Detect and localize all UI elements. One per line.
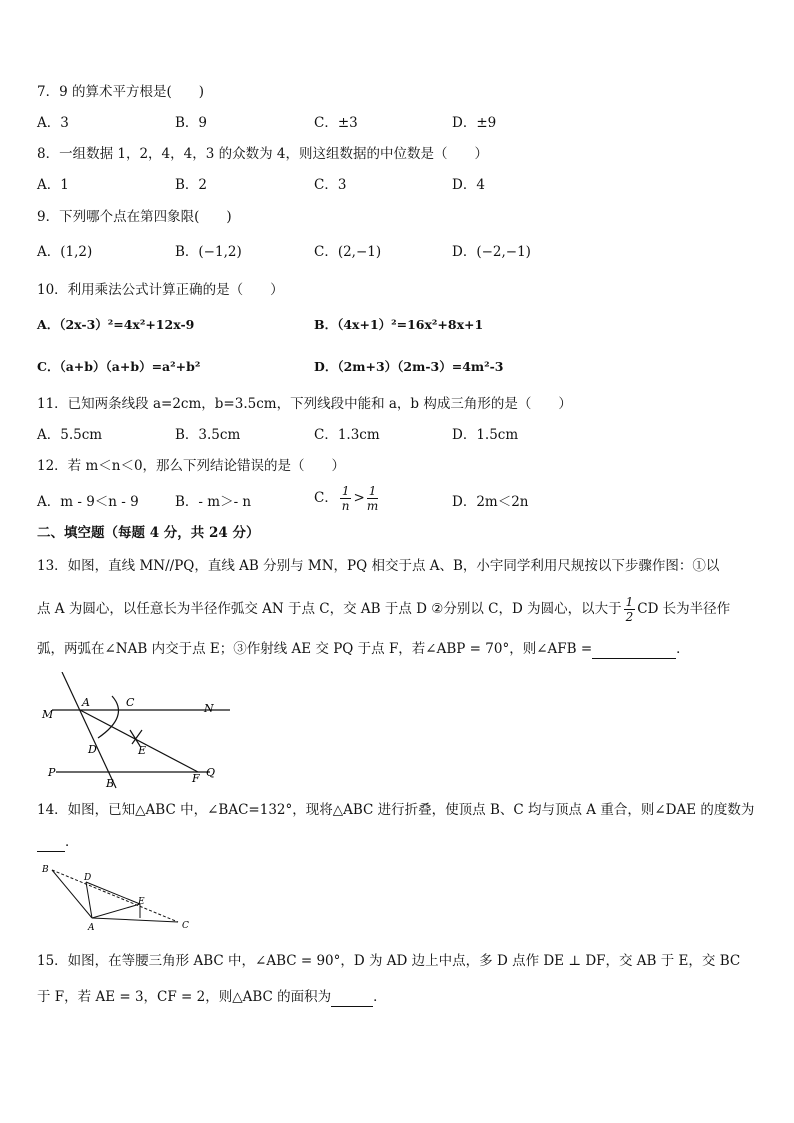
q8-options	[37, 175, 757, 195]
q10-stem: 10．利用乘法公式计算正确的是（ ）	[37, 282, 284, 298]
q10-option-b: B．（4x+1）²=16x²+8x+1	[314, 317, 484, 332]
q12-c-right-num: 1	[368, 484, 377, 498]
q14-figure	[38, 860, 198, 936]
q13-line3	[37, 639, 690, 659]
label-e: E	[138, 897, 145, 907]
q13-line3-text: 弧，两弧在∠NAB 内交于点 E；③作射线 AE 交 PQ 于点 F，若∠ABP = 70°，则∠AFB =	[37, 641, 593, 657]
q13-line2	[37, 595, 730, 624]
q13-line1: 13．如图，直线 MN//PQ，直线 AB 分别与 MN，PQ 相交于点 A、B，小宇同学利用尺规按以下步骤作图：①以	[37, 558, 720, 574]
q13-frac-num: 1	[625, 595, 634, 609]
q7-options	[37, 113, 757, 133]
q13-line2-tail: CD 长为半径作	[637, 601, 731, 617]
q11-option-b: B．3.5cm	[175, 427, 241, 443]
label-c: C	[126, 696, 135, 709]
label-a: A	[88, 923, 95, 933]
q14-line2-end: ．	[65, 834, 79, 850]
q12-c-left-den: n	[341, 499, 350, 513]
label-q: Q	[206, 766, 216, 779]
q7-stem: 7．9 的算术平方根是( )	[37, 84, 205, 100]
q10-option-c: C．（a+b）（a+b）=a²+b²	[37, 359, 201, 374]
q11-options	[37, 425, 757, 445]
q8-option-d: D．4	[452, 177, 485, 193]
label-p: P	[48, 766, 56, 779]
label-d: D	[88, 743, 97, 756]
label-n: N	[204, 702, 214, 715]
q12-c-op: >	[353, 490, 365, 506]
q15-line2-end: ．	[373, 989, 387, 1005]
label-a: A	[82, 696, 90, 709]
q8-stem: 8．一组数据 1，2，4，4，3 的众数为 4，则这组数据的中位数是（ ）	[37, 146, 488, 162]
q9-option-b: B．(−1,2)	[175, 244, 242, 260]
section-2-heading: 二、填空题（每题 4 分，共 24 分）	[37, 525, 260, 541]
q13-half-fraction	[624, 595, 636, 624]
label-e: E	[138, 744, 147, 757]
q12-option-c	[314, 484, 380, 513]
q12-c-right-fraction	[367, 484, 379, 513]
label-b: B	[42, 865, 49, 875]
seg-de	[86, 882, 140, 904]
q15-line2-text: 于 F，若 AE = 3，CF = 2，则△ABC 的面积为	[37, 989, 332, 1005]
q9-option-c: C．(2,−1)	[314, 244, 382, 260]
q10-options-row1	[37, 315, 757, 335]
ray-ae	[80, 710, 198, 772]
q13-line3-end: ．	[676, 641, 690, 657]
q7-option-b: B．9	[175, 115, 208, 131]
q11-option-a: A．5.5cm	[37, 427, 103, 443]
q10-options-row2	[37, 357, 757, 377]
label-c: C	[182, 921, 189, 931]
seg-ae	[92, 904, 140, 918]
q10-option-d: D．（2m+3）（2m-3）=4m²-3	[314, 359, 504, 374]
side-bc	[52, 870, 178, 922]
q11-option-d: D．1.5cm	[452, 427, 519, 443]
q8-option-c: C．3	[314, 177, 347, 193]
q8-option-a: A．1	[37, 177, 69, 193]
q12-stem: 12．若 m＜n＜0，那么下列结论错误的是（ ）	[37, 458, 346, 474]
q9-option-a: A．(1,2)	[37, 244, 93, 260]
q12-c-left-num: 1	[341, 484, 350, 498]
q7-option-a: A．3	[37, 115, 69, 131]
q12-option-a: A．m - 9＜n - 9	[37, 494, 139, 510]
q12-option-b: B．- m＞- n	[175, 494, 252, 510]
q10-option-a: A．（2x-3）²=4x²+12x-9	[37, 317, 195, 332]
q15-line2	[37, 987, 387, 1007]
q13-frac-den: 2	[625, 610, 634, 624]
label-f: F	[192, 772, 200, 785]
q11-stem: 11．已知两条线段 a=2cm，b=3.5cm，下列线段中能和 a，b 构成三角形的是（ ）	[37, 396, 572, 412]
q12-c-left-fraction	[340, 484, 352, 513]
q9-stem: 9．下列哪个点在第四象限( )	[37, 209, 232, 225]
side-ac	[92, 918, 178, 922]
q12-c-right-den: m	[366, 499, 379, 513]
q13-line2-text: 点 A 为圆心，以任意长为半径作弧交 AN 于点 C，交 AB 于点 D ②分别以 C，D 为圆心，以大于	[37, 601, 622, 617]
q9-options	[37, 242, 757, 262]
q14-answer-blank[interactable]	[37, 837, 65, 852]
q13-answer-blank[interactable]	[592, 644, 676, 659]
arc-cd	[98, 696, 118, 738]
q12-option-d: D．2m＜2n	[452, 494, 529, 510]
label-d: D	[84, 873, 92, 883]
q13-figure	[38, 672, 238, 792]
q12-option-c-label: C．	[314, 490, 338, 506]
q8-option-b: B．2	[175, 177, 208, 193]
label-m: M	[42, 708, 54, 721]
q11-option-c: C．1.3cm	[314, 427, 380, 443]
q7-option-c: C．±3	[314, 115, 358, 131]
q15-line1: 15．如图，在等腰三角形 ABC 中，∠ABC = 90°，D 为 AD 边上中点，多 D 点作 DE ⊥ DF，交 AB 于 E，交 BC	[37, 953, 741, 969]
q9-option-d: D．(−2,−1)	[452, 244, 531, 260]
q15-answer-blank[interactable]	[331, 992, 373, 1007]
q12-options	[37, 484, 757, 513]
q7-option-d: D．±9	[452, 115, 497, 131]
label-b: B	[106, 777, 115, 790]
q14-line2	[37, 832, 79, 852]
q14-line1: 14．如图，已知△ABC 中，∠BAC=132°，现将△ABC 进行折叠，使顶点 B、C 均与顶点 A 重合，则∠DAE 的度数为	[37, 802, 755, 818]
